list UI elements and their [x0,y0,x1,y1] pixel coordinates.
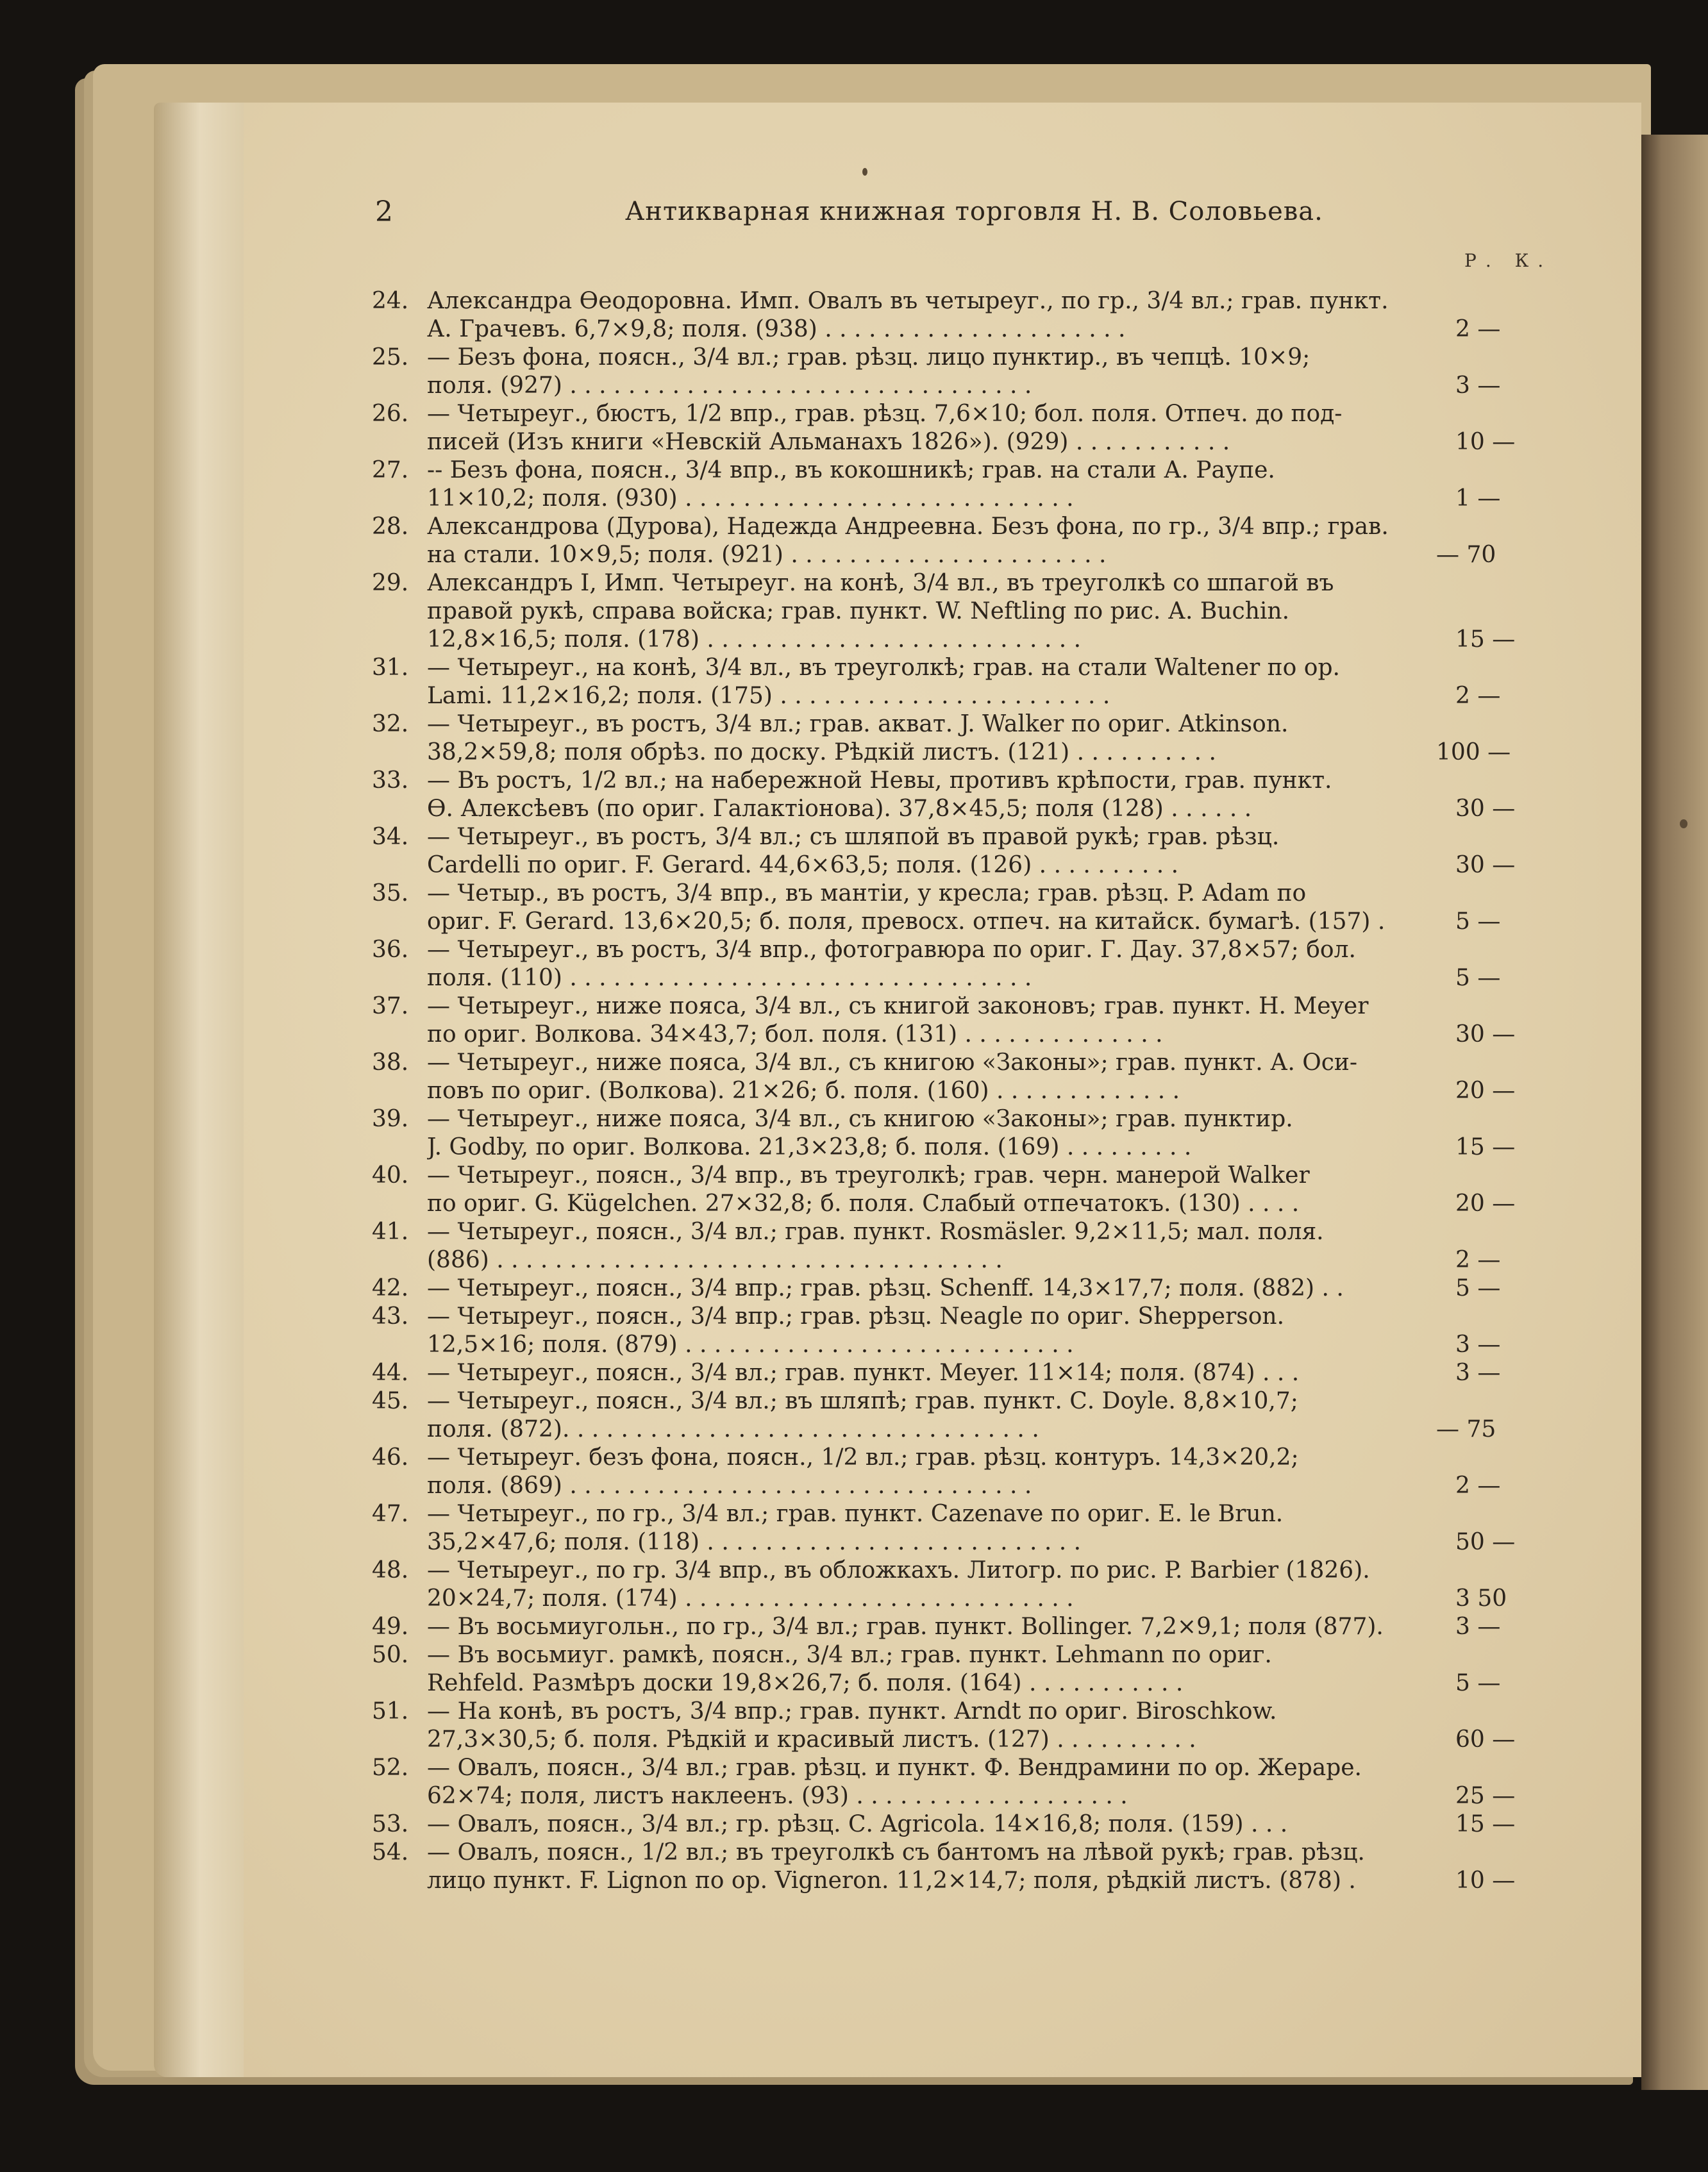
entry-description [427,1049,1513,1105]
entry-price: 2 — [1455,316,1501,342]
entry-line: — Въ восьмиуг. рамкѣ, поясн., 3/4 вл.; грав. пункт. Lehmann по ориг. [427,1642,1272,1668]
entry-line: 35,2×47,6; поля. (118) . . . . . . . . . . . . . . . . . . . . . . . . . . [427,1529,1082,1555]
entry-description [427,823,1513,880]
entry-description [427,1218,1513,1274]
entry-line: — Четыреуг., въ ростъ, 3/4 вл.; съ шляпой въ правой рукѣ; грав. рѣзц. [427,824,1280,850]
catalog-entry [372,456,1513,513]
entry-line: J. Godby, по ориг. Волкова. 21,3×23,8; б. поля. (169) . . . . . . . . . [427,1134,1192,1160]
entry-description [427,1810,1513,1839]
entry-line: поля. (927) . . . . . . . . . . . . . . . . . . . . . . . . . . . . . . . . [427,372,1032,399]
entry-number: 26. [372,401,409,427]
entry-line: на стали. 10×9,5; поля. (921) . . . . . . . . . . . . . . . . . . . . . . [427,542,1107,568]
entry-number: 43. [372,1303,409,1330]
catalog-entry [372,400,1513,456]
entry-number: 47. [372,1501,409,1527]
entry-number: 53. [372,1811,409,1837]
entry-price: 30 — [1455,796,1516,822]
entry-line: ориг. F. Gerard. 13,6×20,5; б. поля, превосх. отпеч. на китайск. бумагѣ. (157) . [427,908,1386,935]
entry-line: Rehfeld. Размѣръ доски 19,8×26,7; б. поля. (164) . . . . . . . . . . . [427,1670,1184,1696]
entry-price: — 70 [1436,542,1496,568]
entry-line: — Четыреуг., поясн., 3/4 вл.; грав. пункт. Rosmäsler. 9,2×11,5; мал. поля. [427,1219,1324,1245]
ink-spot [862,168,867,176]
catalog-entry [372,1500,1513,1557]
entry-line: 62×74; поля, листъ наклеенъ. (93) . . . . . . . . . . . . . . . . . . . [427,1783,1128,1809]
entry-number: 31. [372,655,409,681]
entry-description [427,710,1513,767]
entry-price: 15 — [1455,1134,1516,1160]
entry-description [427,1303,1513,1359]
entry-price: 15 — [1455,1811,1516,1837]
entry-line: Александръ I, Имп. Четыреуг. на конѣ, 3/4 вл., въ треуголкѣ со шпагой въ [427,570,1334,596]
entry-description [427,1754,1513,1810]
entry-price: 5 — [1455,1275,1501,1301]
entry-description [427,1500,1513,1557]
entry-number: 37. [372,993,409,1019]
entry-line: — Четыреуг., въ ростъ, 3/4 вл.; грав. акват. J. Walker по ориг. Atkinson. [427,711,1289,737]
entry-price: 60 — [1455,1726,1516,1753]
entry-description [427,1387,1513,1444]
catalog-entry [372,513,1513,569]
entry-line: 20×24,7; поля. (174) . . . . . . . . . . . . . . . . . . . . . . . . . . . [427,1585,1074,1612]
facing-page-edge [1641,135,1708,2090]
catalog-entry [372,1218,1513,1274]
entry-line: (886) . . . . . . . . . . . . . . . . . . . . . . . . . . . . . . . . . . . [427,1247,1003,1273]
entry-price: 10 — [1455,429,1516,455]
entry-price: 1 — [1455,485,1501,512]
entry-number: 51. [372,1698,409,1725]
catalog-entry [372,992,1513,1049]
entry-description [427,1613,1513,1641]
entry-line: — Четыреуг., ниже пояса, 3/4 вл., съ книгой законовъ; грав. пункт. H. Meyer [427,993,1369,1019]
entry-description [427,344,1513,400]
entry-description [427,936,1513,992]
entry-number: 25. [372,344,409,371]
entry-description [427,456,1513,513]
entry-number: 33. [372,767,409,794]
catalog-entry [372,1613,1513,1641]
catalog-entry [372,880,1513,936]
entry-description [427,992,1513,1049]
entry-line: — Четыреуг., поясн., 3/4 впр.; грав. рѣзц. Schenff. 14,3×17,7; поля. (882) . . [427,1275,1344,1301]
entry-line: — Четыреуг., въ ростъ, 3/4 впр., фотогравюра по ориг. Г. Дау. 37,8×57; бол. [427,937,1356,963]
entry-line: Cardelli по ориг. F. Gerard. 44,6×63,5; поля. (126) . . . . . . . . . . [427,852,1179,878]
entry-line: 11×10,2; поля. (930) . . . . . . . . . . . . . . . . . . . . . . . . . . . [427,485,1074,512]
catalog-entry [372,1641,1513,1698]
catalog-entry [372,1303,1513,1359]
entry-price: 5 — [1455,908,1501,935]
entry-description [427,1359,1513,1387]
entry-number: 39. [372,1106,409,1132]
entry-number: 29. [372,570,409,596]
entry-line: правой рукѣ, справа войска; грав. пункт. W. Neftling по рис. А. Buchin. [427,598,1290,624]
entry-line: 38,2×59,8; поля обрѣз. по доску. Рѣдкій листъ. (121) . . . . . . . . . . [427,739,1216,765]
entry-line: по ориг. G. Kügelchen. 27×32,8; б. поля. Слабый отпечатокъ. (130) . . . . [427,1190,1300,1217]
entry-description [427,1274,1513,1303]
entry-line: -- Безъ фона, поясн., 3/4 впр., въ кокошникѣ; грав. на стали А. Раупе. [427,457,1275,483]
entry-line: 12,5×16; поля. (879) . . . . . . . . . . . . . . . . . . . . . . . . . . . [427,1332,1074,1358]
entry-description [427,287,1513,344]
entry-price: 50 — [1455,1529,1516,1555]
entry-line: Александра Өеодоровна. Имп. Овалъ въ четыреуг., по гр., 3/4 вл.; грав. пункт. [427,288,1389,314]
page-fore-edge [154,103,256,2077]
catalog-entry [372,569,1513,654]
entry-description [427,1162,1513,1218]
entry-description [427,400,1513,456]
entry-line: по ориг. Волкова. 34×43,7; бол. поля. (131) . . . . . . . . . . . . . . [427,1021,1163,1048]
entry-price: 2 — [1455,1247,1501,1273]
catalog-entry [372,823,1513,880]
entry-price: 2 — [1455,683,1501,709]
entry-line: А. Грачевъ. 6,7×9,8; поля. (938) . . . . . . . . . . . . . . . . . . . . . [427,316,1126,342]
entry-price: 5 — [1455,1670,1501,1696]
catalog-entry [372,936,1513,992]
entry-line: — Четыреуг., поясн., 3/4 впр., въ треуголкѣ; грав. черн. манерой Walker [427,1162,1310,1189]
catalog-entry [372,1754,1513,1810]
entry-price: 3 — [1455,1614,1501,1640]
entry-price: 15 — [1455,626,1516,653]
entry-line: — Четыреуг., поясн., 3/4 вл.; въ шляпѣ; грав. пункт. С. Doyle. 8,8×10,7; [427,1388,1298,1414]
catalog-entry [372,710,1513,767]
ink-spot [1680,819,1687,828]
entry-number: 35. [372,880,409,906]
entry-number: 45. [372,1388,409,1414]
entry-price: 10 — [1455,1867,1516,1894]
entry-number: 50. [372,1642,409,1668]
entry-price: 3 — [1455,1332,1501,1358]
entry-line: — Четыреуг., бюстъ, 1/2 впр., грав. рѣзц. 7,6×10; бол. поля. Отпеч. до под- [427,401,1343,427]
entry-number: 41. [372,1219,409,1245]
entry-price: 30 — [1455,852,1516,878]
entry-description [427,569,1513,654]
entry-line: — Въ ростъ, 1/2 вл.; на набережной Невы, противъ крѣпости, грав. пункт. [427,767,1332,794]
entry-description [427,1105,1513,1162]
entry-line: Ө. Алексѣевъ (по ориг. Галактіонова). 37,8×45,5; поля (128) . . . . . . [427,796,1252,822]
catalog-entry [372,1839,1513,1895]
entry-price: 100 — [1436,739,1511,765]
entry-number: 32. [372,711,409,737]
entry-number: 48. [372,1557,409,1583]
entry-number: 46. [372,1444,409,1471]
entry-line: — Четыр., въ ростъ, 3/4 впр., въ мантіи, у кресла; грав. рѣзц. P. Adam по [427,880,1307,906]
entry-description [427,1557,1513,1613]
catalog-entry [372,654,1513,710]
entry-line: поля. (110) . . . . . . . . . . . . . . . . . . . . . . . . . . . . . . . . [427,965,1032,991]
catalog-entry [372,1698,1513,1754]
entry-line: писей (Изъ книги «Невскій Альманахъ 1826»). (929) . . . . . . . . . . . [427,429,1230,455]
entry-price: 20 — [1455,1078,1516,1104]
entry-line: — Четыреуг., на конѣ, 3/4 вл., въ треуголкѣ; грав. на стали Waltener по ор. [427,655,1340,681]
entry-price: 5 — [1455,965,1501,991]
entry-number: 52. [372,1755,409,1781]
entry-line: — Четыреуг., ниже пояса, 3/4 вл., съ книгою «Законы»; грав. пунктир. [427,1106,1293,1132]
catalog-entry [372,1105,1513,1162]
entry-number: 28. [372,514,409,540]
entry-line: — Овалъ, поясн., 3/4 вл.; гр. рѣзц. С. Agricola. 14×16,8; поля. (159) . . . [427,1811,1288,1837]
entry-number: 44. [372,1360,409,1386]
entry-description [427,880,1513,936]
catalog-entry [372,287,1513,344]
entry-line: — Безъ фона, поясн., 3/4 вл.; грав. рѣзц. лицо пунктир., въ чепцѣ. 10×9; [427,344,1310,371]
entry-price: — 75 [1436,1416,1496,1442]
entry-line: — Овалъ, поясн., 3/4 вл.; грав. рѣзц. и пункт. Ф. Вендрамини по ор. Жераре. [427,1755,1362,1781]
catalog-entry [372,1387,1513,1444]
entry-line: — Четыреуг., поясн., 3/4 вл.; грав. пункт. Meyer. 11×14; поля. (874) . . . [427,1360,1300,1386]
entry-number: 42. [372,1275,409,1301]
catalog-entry [372,1274,1513,1303]
entry-line: 12,8×16,5; поля. (178) . . . . . . . . . . . . . . . . . . . . . . . . . . [427,626,1082,653]
catalog-entry [372,1810,1513,1839]
entry-price: 2 — [1455,1473,1501,1499]
entry-line: Александрова (Дурова), Надежда Андреевна. Безъ фона, по гр., 3/4 впр.; грав. [427,514,1389,540]
catalog-entry [372,1557,1513,1613]
entry-description [427,1444,1513,1500]
entry-price: 20 — [1455,1190,1516,1217]
entry-number: 34. [372,824,409,850]
entry-line: — Четыреуг., по гр. 3/4 впр., въ обложкахъ. Литогр. по рис. P. Barbier (1826). [427,1557,1370,1583]
entry-line: — Четыреуг., ниже пояса, 3/4 вл., съ книгою «Законы»; грав. пункт. А. Оси- [427,1049,1358,1076]
entry-number: 24. [372,288,409,314]
entry-line: — Четыреуг., по гр., 3/4 вл.; грав. пункт. Cazenave по ориг. E. le Brun. [427,1501,1284,1527]
entry-number: 40. [372,1162,409,1189]
entry-price: 3 — [1455,372,1501,399]
entry-line: — Въ восьмиугольн., по гр., 3/4 вл.; грав. пункт. Bollinger. 7,2×9,1; поля (877). [427,1614,1384,1640]
catalog-entry [372,344,1513,400]
entry-number: 27. [372,457,409,483]
catalog-entry [372,1444,1513,1500]
catalog-entry [372,1162,1513,1218]
entry-line: 27,3×30,5; б. поля. Рѣдкій и красивый листъ. (127) . . . . . . . . . . [427,1726,1196,1753]
entry-number: 54. [372,1839,409,1866]
entry-description [427,1641,1513,1698]
catalog-entry [372,767,1513,823]
running-header: Антикварная книжная торговля Н. В. Соловьева. [625,197,1323,226]
entry-description [427,654,1513,710]
entry-price: 30 — [1455,1021,1516,1048]
entry-price: 3 — [1455,1360,1501,1386]
entry-line: поля. (872). . . . . . . . . . . . . . . . . . . . . . . . . . . . . . . . . [427,1416,1039,1442]
entry-line: — Овалъ, поясн., 1/2 вл.; въ треуголкѣ съ бантомъ на лѣвой рукѣ; грав. рѣзц. [427,1839,1365,1866]
entry-line: Lami. 11,2×16,2; поля. (175) . . . . . . . . . . . . . . . . . . . . . . . [427,683,1110,709]
entry-line: — На конѣ, въ ростъ, 3/4 впр.; грав. пункт. Arndt по ориг. Biroschkow. [427,1698,1277,1725]
entry-line: повъ по ориг. (Волкова). 21×26; б. поля. (160) . . . . . . . . . . . . . [427,1078,1180,1104]
entry-number: 49. [372,1614,409,1640]
entry-line: лицо пункт. F. Lignon по ор. Vigneron. 11,2×14,7; поля, рѣдкій листъ. (878) . [427,1867,1356,1894]
price-column-header: Р. К. [1464,250,1553,271]
entry-price: 25 — [1455,1783,1516,1809]
page-number: 2 [375,196,393,228]
entry-number: 38. [372,1049,409,1076]
entry-line: поля. (869) . . . . . . . . . . . . . . . . . . . . . . . . . . . . . . . . [427,1473,1032,1499]
entry-description [427,1839,1513,1895]
entry-line: — Четыреуг., поясн., 3/4 впр.; грав. рѣзц. Neagle по ориг. Shepperson. [427,1303,1285,1330]
entry-line: — Четыреуг. безъ фона, поясн., 1/2 вл.; грав. рѣзц. контуръ. 14,3×20,2; [427,1444,1299,1471]
catalog-entry [372,1049,1513,1105]
catalog-entry [372,1359,1513,1387]
entry-price: 3 50 [1455,1585,1507,1612]
entry-number: 36. [372,937,409,963]
entry-description [427,513,1513,569]
entry-description [427,767,1513,823]
entry-description [427,1698,1513,1754]
